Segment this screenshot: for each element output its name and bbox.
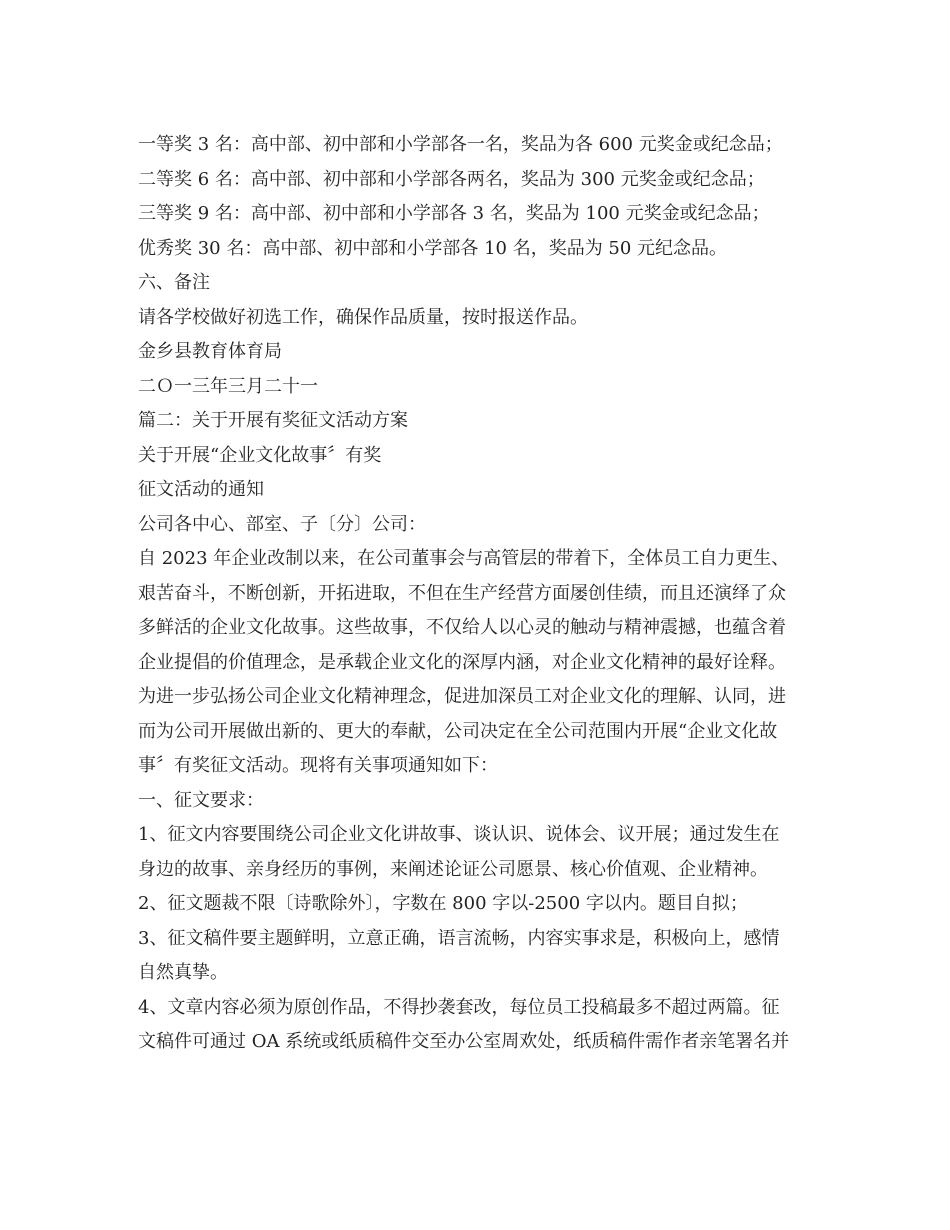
text-line: 3、征文稿件要主题鲜明，立意正确，语言流畅，内容实事求是，积极向上，感情 [138, 927, 780, 949]
text-line: 二等奖 6 名：高中部、初中部和小学部各两名，奖品为 300 元奖金或纪念品； [138, 168, 765, 190]
notice-title: 关于开展“企业文化故事〞有奖 [138, 444, 382, 466]
text-line: 一等奖 3 名：高中部、初中部和小学部各一名，奖品为各 600 元奖金或纪念品； [138, 134, 783, 155]
document-body [138, 128, 818, 1060]
text-line: 自然真挚。 [138, 962, 228, 983]
text-line: 2、征文题裁不限〔诗歌除外〕，字数在 800 字以-2500 字以内。题目自拟； [138, 893, 748, 914]
notice-title: 征文活动的通知 [138, 479, 264, 500]
text-line: 而为公司开展做出新的、更大的奉献，公司决定在全公司范围内开展“企业文化故 [138, 720, 778, 742]
text-line: 三等奖 9 名：高中部、初中部和小学部各 3 名，奖品为 100 元奖金或纪念品； [138, 203, 770, 224]
text-line: 身边的故事、亲身经历的事例，来阐述论证公司愿景、核心价值观、企业精神。 [138, 858, 768, 880]
text-line: 自 2023 年企业改制以来，在公司董事会与高管层的带着下，全体员工自力更生、 [138, 548, 790, 569]
issue-date: 二Ｏ一三年三月二十一 [138, 375, 318, 397]
text-line: 多鲜活的企业文化故事。这些故事，不仅给人以心灵的触动与精神震撼，也蕴含着 [138, 617, 786, 638]
text-line: 为进一步弘扬公司企业文化精神理念，促进加深员工对企业文化的理解、认同，进 [138, 686, 786, 707]
text-line: 企业提倡的价值理念，是承载企业文化的深厚内涵，对企业文化精神的最好诠释。 [138, 651, 786, 673]
text-line: 1、征文内容要围绕公司企业文化讲故事、谈认识、说体会、议开展；通过发生在 [138, 824, 780, 845]
salutation: 公司各中心、部室、子〔分〕公司： [138, 513, 426, 535]
section-heading: 一、征文要求： [138, 789, 264, 811]
text-line: 事〞有奖征文活动。现将有关事项通知如下： [138, 755, 498, 776]
section-heading: 六、备注 [138, 272, 210, 293]
text-line: 请各学校做好初选工作，确保作品质量，按时报送作品。 [138, 306, 588, 328]
text-line: 文稿件可通过 OA 系统或纸质稿件交至办公室周欢处，纸质稿件需作者亲笔署名并 [138, 1031, 790, 1052]
text-line: 4、文章内容必须为原创作品，不得抄袭套改，每位员工投稿最多不超过两篇。征 [138, 996, 780, 1018]
text-line: 优秀奖 30 名：高中部、初中部和小学部各 10 名，奖品为 50 元纪念品。 [138, 237, 728, 259]
issuer-name: 金乡县教育体育局 [138, 341, 282, 362]
text-line: 艰苦奋斗，不断创新，开拓进取，不但在生产经营方面屡创佳绩，而且还演绎了众 [138, 582, 786, 604]
chapter-heading: 篇二：关于开展有奖征文活动方案 [138, 410, 408, 431]
